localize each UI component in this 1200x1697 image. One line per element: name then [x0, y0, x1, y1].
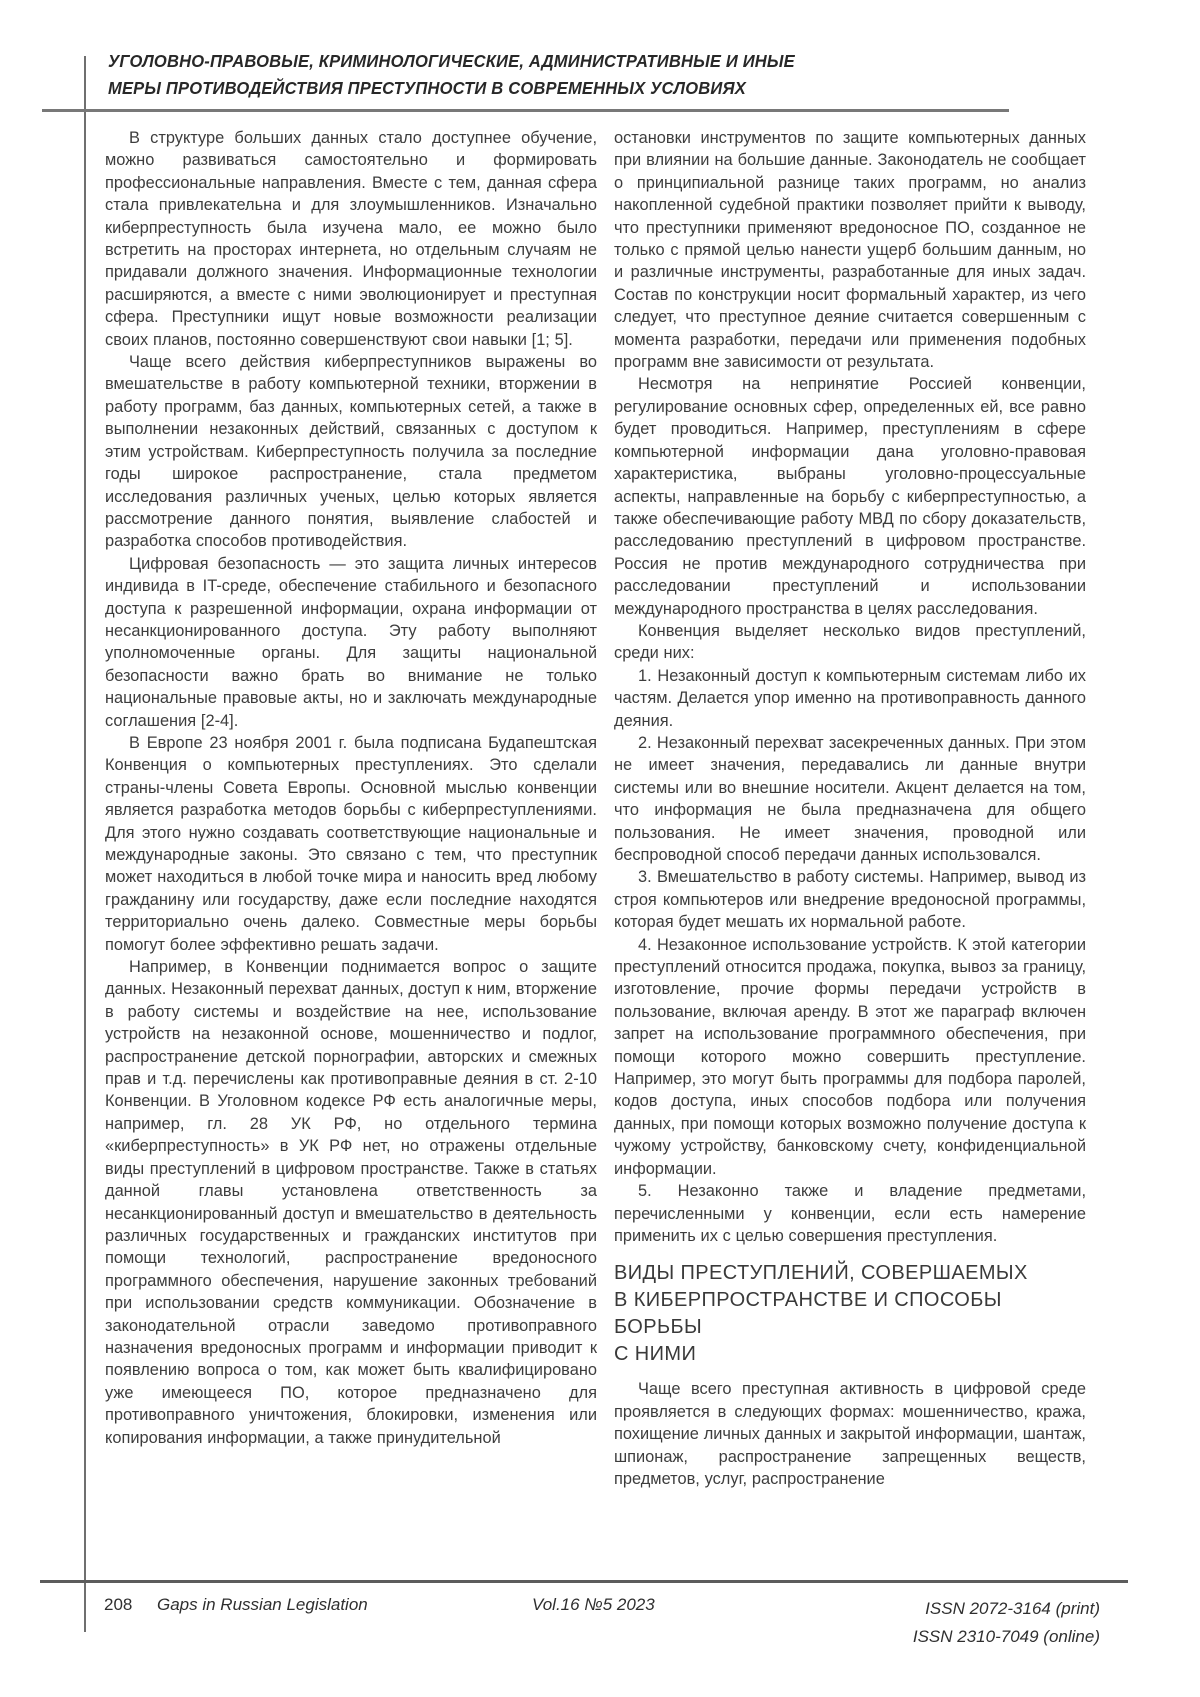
paragraph: Чаще всего преступная активность в цифровой среде проявляется в следующих формах: мошенничество, кража, похищение личных данных и закрытой информации, шантаж, шпионаж, распространение запрещенных веществ, предметов, услуг, распространение	[614, 1380, 1086, 1488]
paragraph: Чаще всего действия киберпреступников выражены во вмешательстве в работу компьютерной техники, вторжении в работу программ, баз данных, компьютерных сетей, а также в выполнении незаконных действий, связанных с доступом к этим устройствам. Киберпреступность получила за последние годы широкое распространение, стала предметом исследования различных ученых, целью которых является рассмотрение данного понятия, выявление слабостей и разработка способов противодействия.	[105, 353, 597, 551]
paragraph: 2. Незаконный перехват засекреченных данных. При этом не имеет значения, передавались ли данные внутри системы или во внешние носители. Акцент делается на том, что информация не была предназначена для общего пользования. Не имеет значения, проводной или беспроводной способ передачи данных использовался.	[614, 733, 1086, 864]
section-heading: ВИДЫ ПРЕСТУПЛЕНИЙ, СОВЕРШАЕМЫХ В КИБЕРПРОСТРАНСТВЕ И СПОСОБЫ БОРЬБЫ С НИМИ	[614, 1262, 1028, 1366]
left-margin-rule	[84, 56, 86, 1632]
issn-print: ISSN 2072-3164 (print)	[925, 1599, 1100, 1618]
running-header-line-2: МЕРЫ ПРОТИВОДЕЙСТВИЯ ПРЕСТУПНОСТИ В СОВРЕМЕННЫХ УСЛОВИЯХ	[108, 78, 746, 98]
journal-title: Gaps in Russian Legislation	[157, 1595, 368, 1614]
paragraph: В Европе 23 ноября 2001 г. была подписана Будапештская Конвенция о компьютерных преступлениях. Это сделали страны-члены Совета Европы. Основной мыслью конвенции является разработка методов борьбы с киберпреступлениями. Для этого нужно создавать соответствующие национальные и международные законы. Это связано с тем, что преступник может находиться в любой точке мира и наносить вред любому гражданину или государству, даже если последние находятся территориально очень далеко. Совместные меры борьбы помогут более эффективно решать задачи.	[105, 733, 597, 954]
paragraph: 4. Незаконное использование устройств. К этой категории преступлений относится продажа, покупка, вывоз за границу, изготовление, прочие формы передачи устройств в пользование, включая аренду. В этот же параграф включен запрет на использование программного обеспечения, при помощи которого можно совершить преступление. Например, это могут быть программы для подбора паролей, кодов доступа, иных способов подбора или получения данных, при помощи которых возможно получение доступа к чужому устройству, банковскому счету, конфиденциальной информации.	[614, 935, 1086, 1178]
paragraph: Конвенция выделяет несколько видов преступлений, среди них:	[614, 621, 1086, 663]
paragraph: 3. Вмешательство в работу системы. Например, вывод из строя компьютеров или внедрение вредоносной программы, которая будет мешать их нормальной работе.	[614, 868, 1086, 932]
page-footer	[0, 1593, 1200, 1663]
issn-block	[913, 1595, 1100, 1651]
paragraph: Цифровая безопасность — это защита личных интересов индивида в IT-среде, обеспечение стабильного и безопасного доступа к разрешенной информации, охрана информации от несанкционированного доступа. Эту работу выполняют уполномоченные органы. Для защиты национальной безопасности важно брать во внимание не только национальные правовые акты, но и заключать международные соглашения [2-4].	[105, 554, 597, 730]
left-column	[105, 127, 597, 1449]
paragraph: Несмотря на непринятие Россией конвенции, регулирование основных сфер, определенных ей, все равно будет проводиться. Например, преступлениям в сфере компьютерной информации дана уголовно-правовая характеристика, выбраны уголовно-процессуальные аспекты, направленные на борьбу с киберпреступностью, а также обеспечивающие работу МВД по сбору доказательств, расследованию преступлений в цифровом пространстве. Россия не против международного сотрудничества при расследовании преступлений и использовании международного пространства в целях расследования.	[614, 375, 1086, 618]
footer-rule	[40, 1580, 1128, 1583]
issn-online: ISSN 2310-7049 (online)	[912, 1627, 1100, 1646]
right-column	[614, 127, 1086, 1490]
running-header-line-1: УГОЛОВНО-ПРАВОВЫЕ, КРИМИНОЛОГИЧЕСКИЕ, АДМИНИСТРАТИВНЫЕ И ИНЫЕ	[108, 51, 795, 71]
paragraph: 5. Незаконно также и владение предметами, перечисленными у конвенции, если есть намерение применить их с целью совершения преступления.	[614, 1182, 1086, 1245]
paragraph: Например, в Конвенции поднимается вопрос о защите данных. Незаконный перехват данных, доступ к ним, вторжение в работу системы и воздействие на нее, использование устройств на незаконной основе, мошенничество и подлог, распространение детской порнографии, авторских и смежных прав и т.д. перечислены как противоправные деяния в ст. 2-10 Конвенции. В Уголовном кодексе РФ есть аналогичные меры, например, гл. 28 УК РФ, но отдельного термина «киберпреступность» в УК РФ нет, но отражены отдельные виды преступлений в цифровом пространстве. Также в статьях данной главы установлена ответственность за несанкционированный доступ и вмешательство в деятельность различных государственных и гражданских институтов при помощи технологий, распространение вредоносного программного обеспечения, нарушение законных требований при использовании средств коммуникации. Обозначение в законодательной отрасли заведомо противоправного назначения вредоносных программ и информации приводит к появлению вопроса о том, как может быть квалифицировано уже имеющееся ПО, которое предназначено для противоправного уничтожения, блокировки, изменения или копирования информации, а также принудительной	[105, 958, 597, 1447]
volume-issue: Vol.16 №5 2023	[532, 1595, 655, 1614]
page-number: 208	[104, 1595, 133, 1614]
paragraph: остановки инструментов по защите компьютерных данных при влиянии на большие данные. Законодатель не сообщает о принципиальной разнице таких программ, но анализ накопленной судебной практики позволяет прийти к выводу, что преступники применяют вредоносное ПО, созданное не только с прямой целью нанести ущерб большим данным, но и различные инструменты, разработанные для иных задач. Состав по конструкции носит формальный характер, из чего следует, что преступное деяние считается совершенным с момента разработки, передачи или применения подобных программ вне зависимости от результата.	[614, 129, 1086, 372]
header-rule	[42, 109, 1009, 112]
paragraph: 1. Незаконный доступ к компьютерным системам либо их частям. Делается упор именно на противоправность данного деяния.	[614, 666, 1086, 730]
paragraph: В структуре больших данных стало доступнее обучение, можно развиваться самостоятельно и формировать профессиональные направления. Вместе с тем, данная сфера стала привлекательна и для злоумышленников. Изначально киберпреступность была изучена мало, ее можно было встретить на просторах интернета, но отдельным случаям не придавали должного значения. Информационные технологии расширяются, а вместе с ними эволюционирует и преступная сфера. Преступники ищут новые возможности реализации своих планов, постоянно совершенствуют свои навыки [1; 5].	[105, 129, 597, 349]
running-header	[108, 48, 795, 102]
